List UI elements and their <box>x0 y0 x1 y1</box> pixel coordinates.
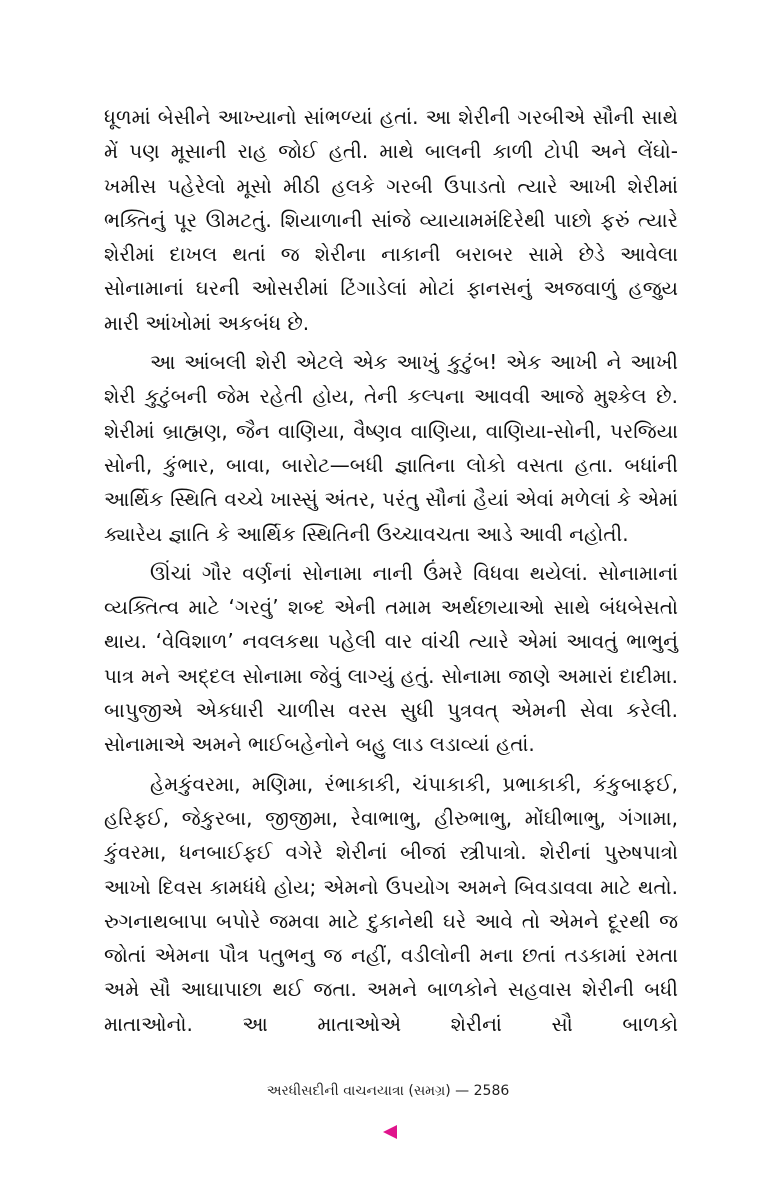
previous-page-arrow-icon[interactable] <box>383 1125 397 1139</box>
paragraph-2: આ આંબલી શેરી એટલે એક આખું કુટુંબ! એક આખી ને આખી શેરી કુટુંબની જેમ રહેતી હોય, તેની કલ્પના આવવી આજે મુશ્કેલ છે. શેરીમાં બ્રાહ્મણ, જૈન વાણિયા, વૈષ્ણવ વાણિયા, વાણિયા-સોની, પરજિયા સોની, કુંભાર, બાવા, બારોટ—બધી જ્ઞાતિના લોકો વસતા હતા. બધાંની આર્થિક સ્થિતિ વચ્ચે ખાસ્સું અંતર, પરંતુ સૌનાં હૈયાં એવાં મળેલાં કે એમાં ક્યારેય જ્ઞાતિ કે આર્થિક સ્થિતિની ઉચ્ચાવચતા આડે આવી નહોતી. <box>104 350 678 546</box>
paragraph-4: હેમકુંવરમા, મણિમા, રંભાકાકી, ચંપાકાકી, પ્રભાકાકી, કંકુબાફઈ, હરિફઈ, જેકુરબા, જીજીમા, રેવાભાભુ, હીરુભાભુ, મોંઘીભાભુ, ગંગામા, કુંવરમા, ધનબાઈફઈ વગેરે શેરીનાં બીજાં સ્ત્રીપાત્રો. શેરીનાં પુરુષપાત્રો આખો દિવસ કામધંધે હોય; એમનો ઉપયોગ અમને બિવડાવવા માટે થતો. રુગનાથબાપા બપોરે જમવા માટે દુકાનેથી ઘરે આવે તો એમને દૂરથી જ જોતાં એમના પૌત્ર પતુભનુ જ નહીં, વડીલોની મના છતાં તડકામાં રમતા અમે સૌ આઘાપાછા થઈ જતા. અમને બાળકોને સહવાસ શેરીની બધી માતાઓનો. આ માતાઓએ શેરીનાં સૌ બાળકો <box>104 771 678 1036</box>
paragraph-3: ઊંચાં ગૌર વર્ણનાં સોનામા નાની ઉંમરે વિધવા થયેલાં. સોનામાનાં વ્યક્તિત્વ માટે ‘ગરવું’ શબ્દ એની તમામ અર્થછાયાઓ સાથે બંધબેસતો થાય. ‘વેવિશાળ’ નવલકથા પહેલી વાર વાંચી ત્યારે એમાં આવતું ભાભુનું પાત્ર મને અદ્દલ સોનામા જેવું લાગ્યું હતું. સોનામા જાણે અમારાં દાદીમા. બાપુજીએ એકધારી ચાળીસ વરસ સુધી પુત્રવત્ એમની સેવા કરેલી. સોનામાએ અમને ભાઈબહેનોને બહુ લાડ લડાવ્યાં હતાં. <box>104 560 678 757</box>
page-footer: અરધીસદીની વાચનયાત્રા (સમગ્ર) — 2586 <box>266 1083 510 1099</box>
paragraph-1: ધૂળમાં બેસીને આખ્યાનો સાંભળ્યાં હતાં. આ શેરીની ગરબીએ સૌની સાથે મેં પણ મૂસાની રાહ જોઈ હતી. માથે બાલની કાળી ટોપી અને લેંઘો-ખમીસ પહેરેલો મૂસો મીઠી હલકે ગરબી ઉપાડતો ત્યારે આખી શેરીમાં ભક્તિનું પૂર ઊમટતું. શિયાળાની સાંજે વ્યાયામમંદિરેથી પાછો ફરું ત્યારે શેરીમાં દાખલ થતાં જ શેરીના નાકાની બરાબર સામે છેડે આવેલા સોનામાનાં ઘરની ઓસરીમાં ટિંગાડેલાં મોટાં ફાનસનું અજવાળું હજુય મારી આંખોમાં અકબંધ છે. <box>104 105 678 335</box>
page-body <box>104 100 678 1046</box>
